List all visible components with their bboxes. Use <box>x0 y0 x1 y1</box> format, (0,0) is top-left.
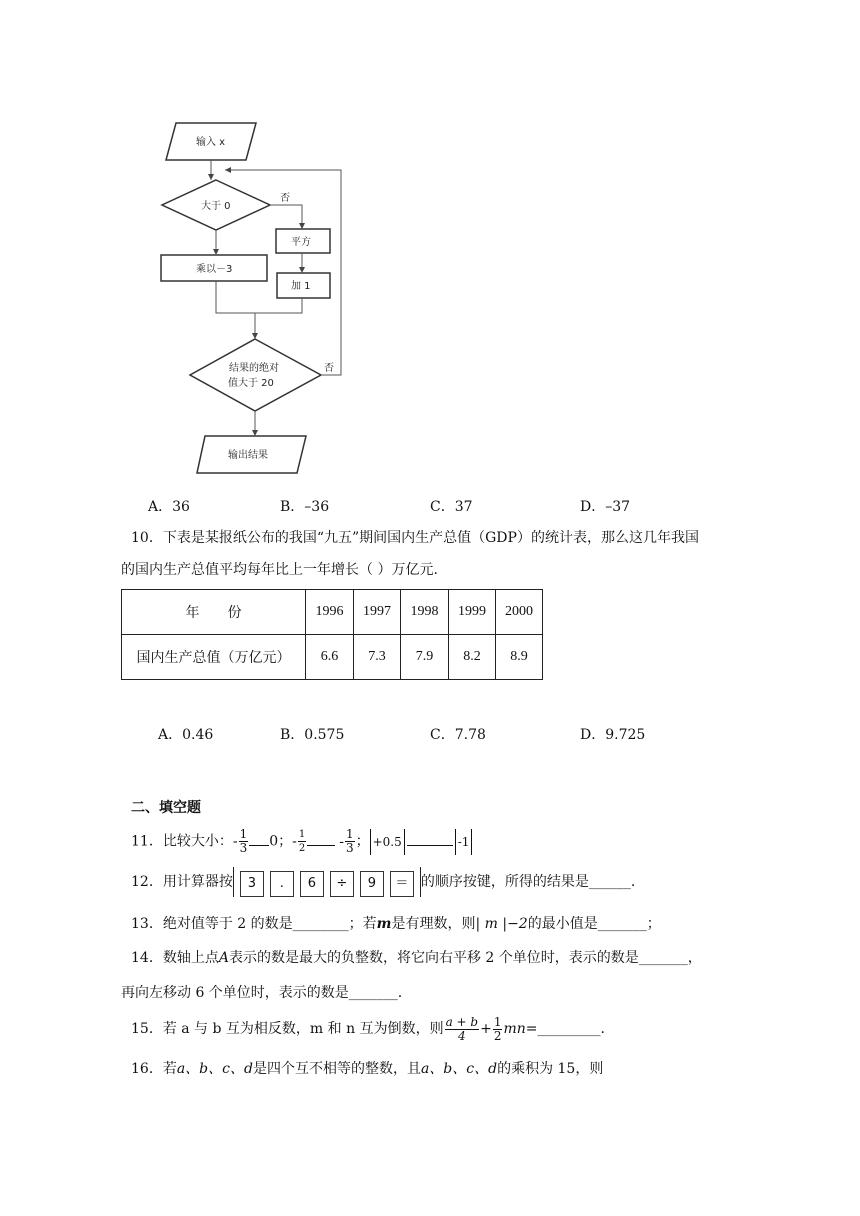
q15-text: 15．若 a 与 b 互为相反数，m 和 n 互为倒数，则 <box>131 1021 444 1037</box>
fraction <box>239 828 249 855</box>
fraction-numerator: a + b <box>445 1014 479 1029</box>
table-row-label: 国内生产总值（万亿元） <box>122 635 306 680</box>
q12-line <box>131 865 635 899</box>
fraction-denominator: 4 <box>458 1028 466 1043</box>
q16-text-b: 是四个互不相等的整数，且 <box>252 1061 421 1077</box>
minus-sign: - <box>339 833 344 850</box>
flowchart <box>0 0 860 480</box>
zero-text: 0； <box>269 833 293 850</box>
q9-option-a: A．36 <box>148 499 190 515</box>
fraction-denominator: 3 <box>345 841 354 855</box>
absolute-value: +0.5 <box>370 829 405 855</box>
q10-option-a: A．0.46 <box>158 727 214 743</box>
semicolon: ； <box>355 833 370 850</box>
fraction <box>493 1016 503 1043</box>
table-cell-value: 8.2 <box>449 635 496 680</box>
minus-sign: - <box>232 833 238 850</box>
product-mn: mn <box>503 1021 526 1037</box>
table-row <box>122 635 543 680</box>
q10-text-line2: 的国内生产总值平均每年比上一年增长（ ）万亿元. <box>121 562 438 578</box>
q12-prefix: 12．用计算器按 <box>131 874 233 890</box>
key-9: 9 <box>360 871 384 897</box>
cond2-no-label: 否 <box>324 363 334 374</box>
fraction-denominator: 3 <box>239 841 248 855</box>
table-cell-year: 1998 <box>401 590 449 635</box>
q10-text-line1: 10．下表是某报纸公布的我国“九五”期间国内生产总值（GDP）的统计表，那么这几年我国 <box>131 530 699 546</box>
variable-m: m <box>376 916 392 932</box>
q13-line <box>131 914 661 934</box>
q12-suffix: 的顺序按键，所得的结果是______. <box>420 874 636 890</box>
point-a: A <box>218 950 229 966</box>
table-cell-year: 1999 <box>449 590 496 635</box>
section-title: 二、填空题 <box>131 800 201 816</box>
q16-variables: a、b、c、d <box>176 1061 253 1077</box>
q16-variables: a、b、c、d <box>420 1061 498 1077</box>
table-cell-value: 7.9 <box>401 635 449 680</box>
q15-line <box>131 1013 605 1045</box>
q15-equals: =_________. <box>525 1021 605 1037</box>
q16-text-c: 的乘积为 15，则 <box>497 1061 604 1077</box>
cond2-label-2: 值大于 20 <box>228 378 274 389</box>
cond1-label: 大于 0 <box>201 201 231 212</box>
q11-line <box>131 828 472 855</box>
cond1-no-label: 否 <box>280 193 290 204</box>
cond2-diamond <box>190 339 321 411</box>
table-cell-value: 8.9 <box>496 635 543 680</box>
q14-line2: 再向左移动 6 个单位时，表示的数是_______. <box>121 985 403 1001</box>
table-header-label: 年 份 <box>122 590 306 635</box>
square-label: 平方 <box>291 237 311 248</box>
calculator-keys <box>233 867 421 897</box>
q14-text-b: 表示的数是最大的负整数，将它向右平移 2 个单位时，表示的数是_______， <box>228 950 702 966</box>
table-cell-value: 7.3 <box>354 635 401 680</box>
table-cell-year: 2000 <box>496 590 543 635</box>
q14-line1 <box>131 948 702 968</box>
fraction <box>345 828 355 855</box>
q10-option-b: B．0.575 <box>280 727 345 743</box>
q9-option-d: D．–37 <box>580 499 631 515</box>
fraction-numerator: 1 <box>493 1014 502 1029</box>
q11-prefix: 11．比较大小： <box>131 833 233 850</box>
fraction-denominator: 2 <box>298 843 306 854</box>
key-6: 6 <box>300 871 324 897</box>
table-row <box>122 590 543 635</box>
q13-text-b: 是有理数，则 <box>391 916 476 932</box>
minus-sign: - <box>292 833 297 850</box>
fraction-numerator: 1 <box>345 827 354 841</box>
fraction-numerator: 1 <box>298 829 306 840</box>
answer-blank[interactable] <box>249 831 269 846</box>
q16-text-a: 16．若 <box>131 1061 177 1077</box>
fraction-denominator: 2 <box>493 1028 502 1043</box>
key-equals: ＝ <box>390 871 414 897</box>
answer-blank[interactable] <box>407 831 453 846</box>
table-cell-value: 6.6 <box>306 635 354 680</box>
absolute-value: -1 <box>455 829 473 855</box>
fraction <box>298 828 306 855</box>
q9-option-c: C．37 <box>430 499 473 515</box>
table-cell-year: 1996 <box>306 590 354 635</box>
table-cell-year: 1997 <box>354 590 401 635</box>
q16-line <box>131 1059 603 1079</box>
mult-label: 乘以－3 <box>196 264 233 275</box>
input-label: 输入 x <box>196 137 226 148</box>
plus-sign: + <box>480 1021 492 1037</box>
fraction <box>445 1016 480 1043</box>
gdp-table <box>121 589 543 680</box>
key-3: 3 <box>240 871 264 897</box>
fraction-numerator: 1 <box>239 827 248 841</box>
q14-text-a: 14．数轴上点 <box>131 950 219 966</box>
q10-option-c: C．7.78 <box>430 727 486 743</box>
q13-expression: | m |−2 <box>475 916 528 932</box>
cond2-label-1: 结果的绝对 <box>229 363 279 374</box>
answer-blank[interactable] <box>307 831 335 846</box>
output-label: 输出结果 <box>228 450 268 461</box>
q13-text-c: 的最小值是_______； <box>527 916 661 932</box>
q9-option-b: B．–36 <box>280 499 330 515</box>
q10-option-d: D．9.725 <box>580 727 646 743</box>
key-divide: ÷ <box>330 871 354 897</box>
add-label: 加 1 <box>291 281 311 292</box>
key-dot: . <box>270 871 294 897</box>
q13-text-a: 13．绝对值等于 2 的数是________；若 <box>131 916 377 932</box>
